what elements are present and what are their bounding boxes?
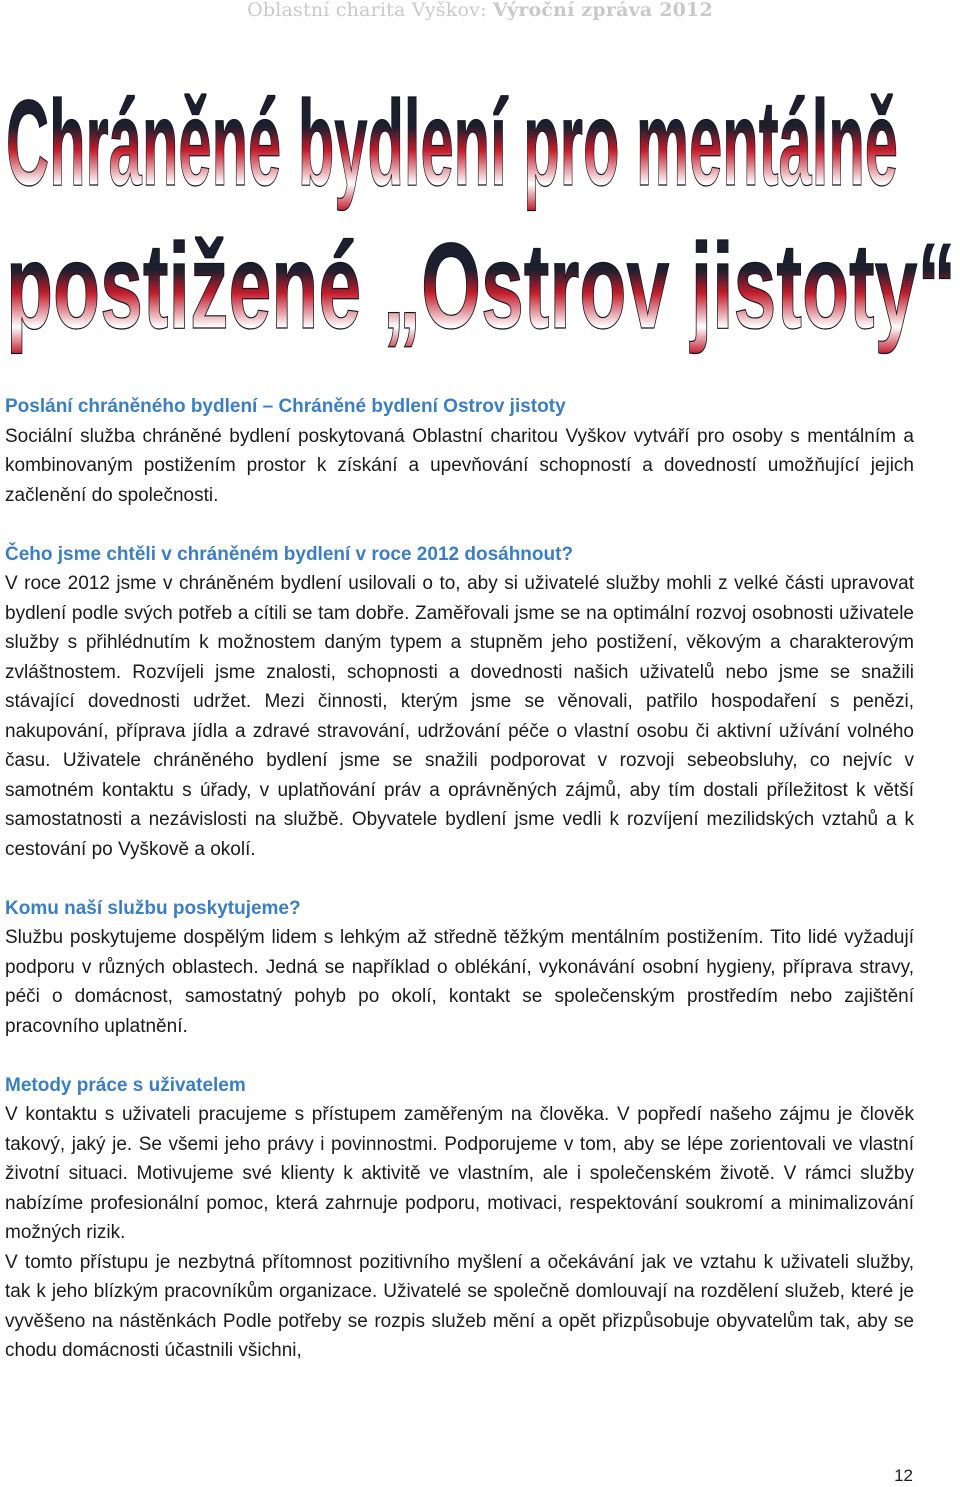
section-heading: Komu naší službu poskytujeme? (5, 897, 301, 919)
banner-line2: postižené „Ostrov jistoty“ (6, 218, 956, 354)
title-banner (0, 60, 960, 365)
section-heading: Poslání chráněného bydlení – Chráněné bydlení Ostrov jistoty (5, 396, 566, 417)
section-heading: Čeho jsme chtěli v chráněném bydlení v roce 2012 dosáhnout? (5, 543, 574, 565)
banner-line1: Chráněné bydlení pro mentálně (6, 75, 898, 211)
running-header (0, 0, 960, 20)
header-prefix: Oblastní charita Vyškov: (247, 0, 493, 21)
section-heading: Metody práce s uživatelem (5, 1074, 246, 1096)
section-paragraph: V tomto přístupu je nezbytná přítomnost pozitivního myšlení a očekávání jak ve vztahu k uživateli služby, tak k jeho blízkým pracovníkům organizace. Uživatelé se společně domlouvají na rozdělení služeb, které je vyvěšeno na nástěnkách Podle potřeby se rozpis služeb mění a opět přizpůsobuje obyvatelům tak, aby se chodu domácnosti účastnili všichni, (5, 1251, 914, 1361)
section-paragraph: V roce 2012 jsme v chráněném bydlení usilovali o to, aby si uživatelé služby mohli z velké části upravovat bydlení podle svých potřeb a cítili se tam dobře. Zaměřovali jsme se na optimální rozvoj osobnosti uživatele služby s přihlédnutím k možnostem daným typem a stupněm jeho postižení, věkovým a charakterovým zvláštnostem. Rozvíjeli jsme znalosti, schopnosti a dovednosti našich uživatelů nebo jsme se snažili stávající dovednosti udržet. Mezi činnosti, kterým jsme se věnovali, patřilo hospodaření s penězi, nakupování, příprava jídla a zdravé stravování, udržování péče o vlastní osobu či aktivní užívání volného času. Uživatele chráněného bydlení jsme se snažili podporovat v rozvoji sebeobsluhy, co nejvíc v samotném kontaktu s úřady, v uplatňování práv a oprávněných zájmů, aby tím dostali příležitost k větší samostatnosti a nezávislosti na službě. Obyvatele bydlení jsme vedli k rozvíjení mezilidských vztahů a k cestování po Vyškově a okolí. (5, 573, 914, 860)
section-paragraph: Službu poskytujeme dospělým lidem s lehkým až středně těžkým mentálním postižením. Tito lidé vyžadují podporu v různých oblastech. Jedná se například o oblékání, vykonávání osobní hygieny, příprava stravy, péči o domácnost, samostatný pohyb po okolí, kontakt se společenským prostředím nebo zajištění pracovního uplatnění. (5, 927, 914, 1037)
header-highlight: Výroční zpráva 2012 (492, 0, 713, 21)
section-paragraph: V kontaktu s uživateli pracujeme s přístupem zaměřeným na člověka. V popředí našeho zájmu je člověk takový, jaký je. Se všemi jeho právy i povinnostmi. Podporujeme v tom, aby se lépe zorientovali ve vlastní životní situaci. Motivujeme své klienty k aktivitě ve vlastním, ale i společenském životě. V rámci služby nabízíme profesionální pomoc, která zahrnuje podporu, motivaci, respektování soukromí a minimalizování možných rizik. (5, 1104, 914, 1243)
section-mission (5, 392, 914, 510)
page-number: 12 (894, 1466, 913, 1485)
section-target-group (5, 894, 914, 1042)
section-paragraph: Sociální služba chráněné bydlení poskytovaná Oblastní charitou Vyškov vytváří pro osoby s mentálním a kombinovaným postižením prostor k získání a upevňování schopností a dovedností umožňující jejich začlenění do společnosti. (5, 425, 914, 506)
section-goals (5, 540, 914, 865)
section-methods (5, 1071, 914, 1366)
report-content (5, 392, 914, 1366)
